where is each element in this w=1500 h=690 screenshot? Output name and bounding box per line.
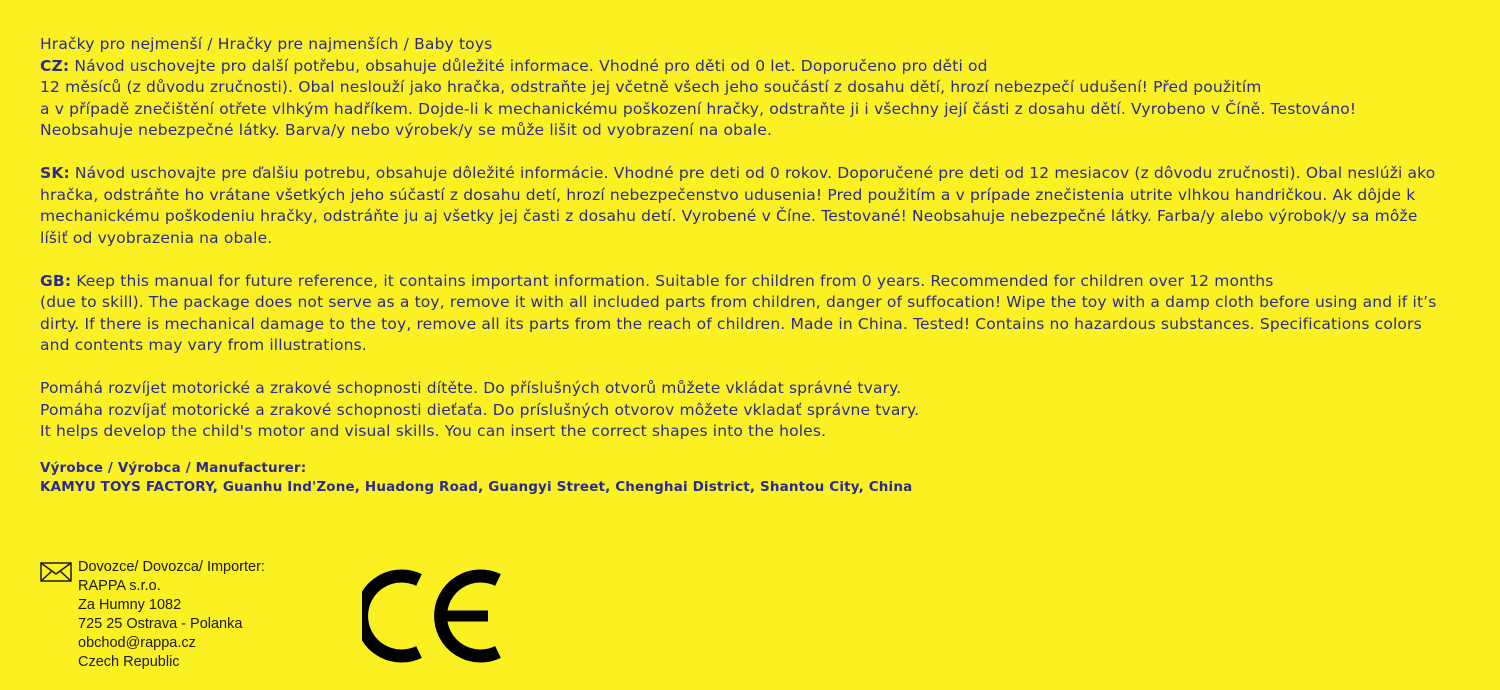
importer-company: RAPPA s.r.o. — [78, 578, 161, 594]
importer-email[interactable]: obchod@rappa.cz — [78, 635, 196, 651]
manufacturer-section — [40, 459, 1490, 497]
gb-line-3: dirty. If there is mechanical damage to the toy, remove all its parts from the reach of children. Made in China. Tested! Contains no hazardous substances. Specifications colors — [40, 314, 1422, 333]
cz-line-2: 12 měsíců (z důvodu zručnosti). Obal neslouží jako hračka, odstraňte jej včetně všech jeho součástí z dosahu dětí, hrozí nebezpečí udušení! Před použitím — [40, 78, 1262, 96]
header-line: Hračky pro nejmenší / Hračky pre najmenších / Baby toys — [40, 35, 493, 53]
envelope-icon — [40, 562, 72, 582]
gb-tag: GB: — [40, 271, 72, 290]
importer-label: Dovozce/ Dovozca/ Importer: — [78, 559, 265, 575]
sk-line-2: hračka, odstráňte ho vrátane všetkých jeho súčastí z dosahu detí, hrozí nebezpečenstvo udusenia! Pred použitím a v prípade znečistenia utrite vlhkou handričkou. Ak dôjde k — [40, 185, 1416, 204]
sk-tag: SK: — [40, 164, 70, 182]
manufacturer-address: KAMYU TOYS FACTORY, Guanhu Ind'Zone, Huadong Road, Guangyi Street, Chenghai District, Shantou City, China — [40, 478, 913, 495]
sk-line-3: mechanickému poškodeniu hračky, odstráňte ju aj všetky jej časti z dosahu detí. Vyrobené v Číne. Testované! Neobsahuje nebezpečné látky. Farba/y alebo výrobok/y sa môže — [40, 207, 1418, 225]
cz-line-4: Neobsahuje nebezpečné látky. Barva/y nebo výrobek/y se může lišit od vyobrazení na obale. — [40, 121, 773, 139]
cz-tag: CZ: — [40, 56, 70, 75]
manufacturer-label: Výrobce / Výrobca / Manufacturer: — [40, 459, 307, 476]
instructions-text — [40, 34, 1490, 497]
cz-line-3: a v případě znečištění otřete vlhkým hadříkem. Dojde-li k mechanickému poškození hračky, odstraňte ji i všechny její části z dosahu dětí. Vyrobeno v Číně. Testováno! — [40, 99, 1357, 118]
skills-section — [40, 378, 1490, 443]
cz-section — [40, 56, 1490, 142]
importer-country: Czech Republic — [78, 654, 180, 670]
importer-street: Za Humny 1082 — [78, 597, 182, 613]
skills-en: It helps develop the child's motor and visual skills. You can insert the correct shapes into the holes. — [40, 422, 827, 440]
sk-line-1: Návod uschovajte pre ďalšiu potrebu, obsahuje dôležité informácie. Vhodné pre deti od 0 rokov. Doporučené pre deti od 12 mesiacov (z dôvodu zručnosti). Obal neslúži ako — [74, 164, 1436, 182]
gb-section — [40, 271, 1490, 357]
cz-line-1: Návod uschovejte pro další potřebu, obsahuje důležité informace. Vhodné pro děti od 0 let. Doporučeno pro děti od — [74, 56, 988, 75]
gb-line-2: (due to skill). The package does not serve as a toy, remove it with all included parts from children, danger of suffocation! Wipe the toy with a damp cloth before using and if it’s — [40, 293, 1437, 311]
gb-line-4: and contents may vary from illustrations. — [40, 336, 367, 354]
skills-sk: Pomáha rozvíjať motorické a zrakové schopnosti dieťaťa. Do príslušných otvorov môžete vkladať správne tvary. — [40, 400, 920, 419]
importer-city: 725 25 Ostrava - Polanka — [78, 616, 243, 632]
ce-mark-icon — [362, 566, 504, 666]
skills-cz: Pomáhá rozvíjet motorické a zrakové schopnosti dítěte. Do příslušných otvorů můžete vkládat správné tvary. — [40, 379, 902, 397]
sk-section — [40, 163, 1490, 249]
sk-line-4: líšiť od vyobrazenia na obale. — [40, 228, 273, 247]
gb-line-1: Keep this manual for future reference, it contains important information. Suitable for children from 0 years. Recommended for children over 12 months — [76, 271, 1274, 290]
